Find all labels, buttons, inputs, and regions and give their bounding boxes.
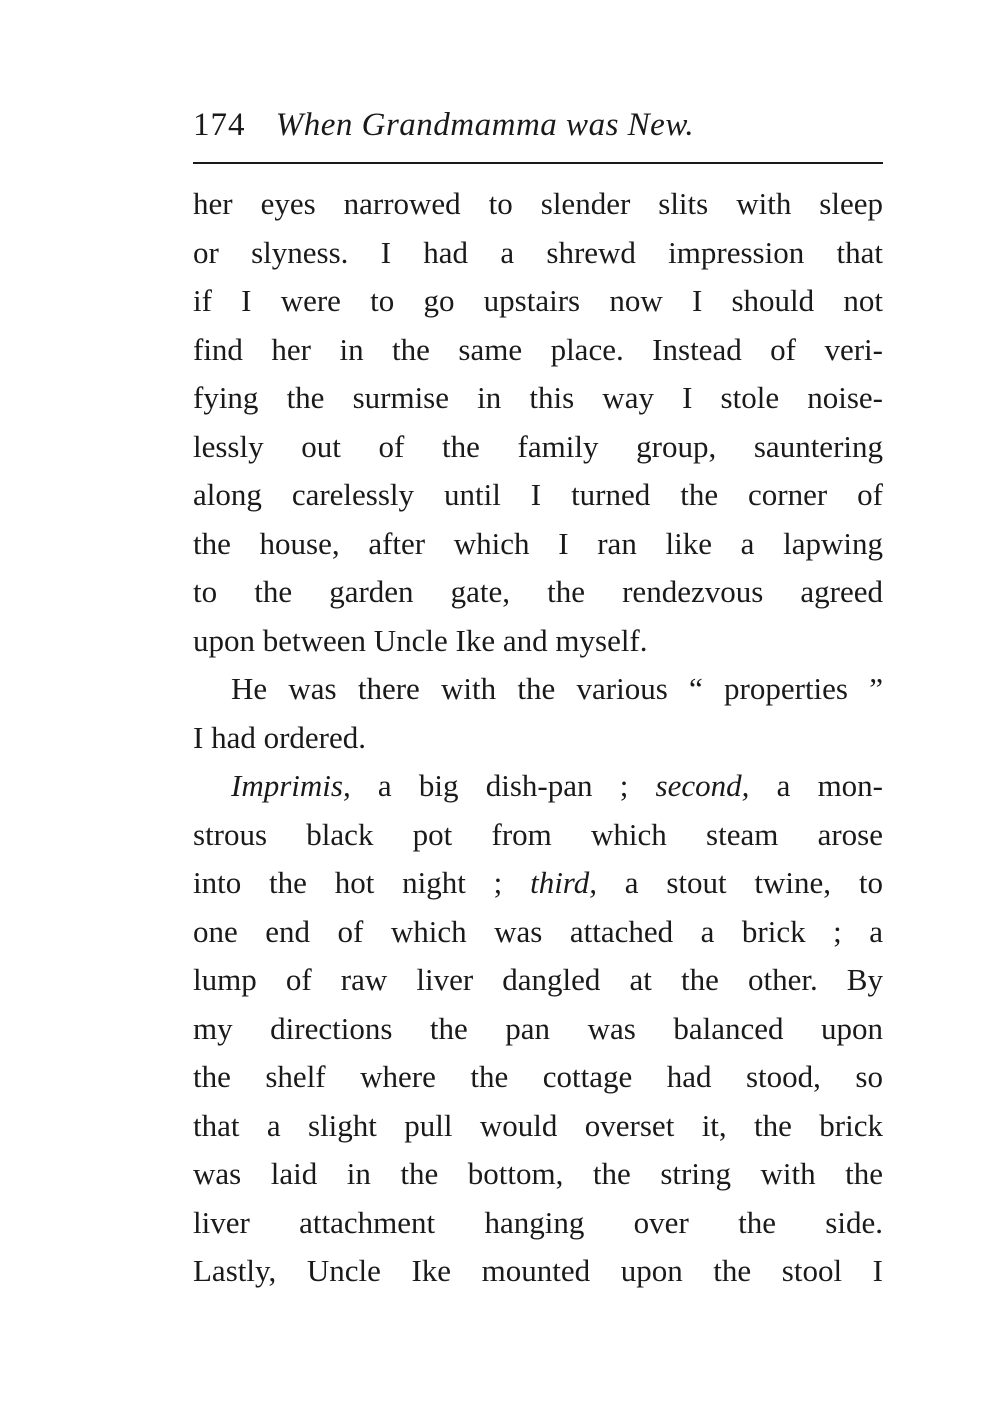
text-line: fying the surmise in this way I stole noise- — [193, 380, 883, 415]
page-number: 174 — [193, 107, 246, 143]
text-line: Lastly, Uncle Ike mounted upon the stool I — [193, 1253, 883, 1288]
italic-word: Imprimis, — [231, 768, 351, 803]
text-line: lessly out of the family group, sauntering — [193, 428, 883, 464]
text-line: strous black pot from which steam arose — [193, 816, 883, 852]
text-line: if I were to go upstairs now I should not — [193, 283, 883, 318]
body-text — [193, 180, 883, 1296]
italic-word: second, — [655, 768, 750, 803]
paragraph — [193, 180, 883, 665]
text-line: that a slight pull would overset it, the brick — [193, 1107, 883, 1143]
text-line: the house, after which I ran like a lapwing — [193, 525, 883, 561]
text-line: my directions the pan was balanced upon — [193, 1010, 883, 1046]
text-line: upon between Uncle Ike and myself. — [193, 622, 648, 658]
text-line: was laid in the bottom, the string with the — [193, 1156, 883, 1191]
text-line: find her in the same place. Instead of veri- — [193, 331, 883, 367]
text-line: He was there with the various “ properties ” — [231, 671, 883, 706]
italic-word: third, — [530, 865, 597, 900]
text-span: a stout twine, to — [596, 865, 883, 900]
running-head — [193, 100, 883, 150]
paragraph — [193, 665, 883, 762]
book-title: When Grandmamma was New. — [275, 107, 695, 143]
paragraph — [193, 762, 883, 1296]
text-line: along carelessly until I turned the corner of — [193, 477, 883, 512]
text-span: a big dish-pan ; — [350, 768, 656, 803]
text-line — [193, 859, 883, 908]
text-line — [193, 762, 883, 811]
text-span: into the hot night ; — [193, 865, 531, 900]
text-line: one end of which was attached a brick ; a — [193, 913, 883, 949]
text-line: I had ordered. — [193, 719, 366, 755]
text-line: liver attachment hanging over the side. — [193, 1204, 883, 1240]
text-line: or slyness. I had a shrewd impression that — [193, 234, 883, 270]
text-line: to the garden gate, the rendezvous agreed — [193, 574, 883, 609]
header-rule — [193, 162, 883, 164]
text-span: a mon- — [749, 768, 883, 803]
text-line: the shelf where the cottage had stood, so — [193, 1059, 883, 1094]
text-line: lump of raw liver dangled at the other. By — [193, 962, 883, 997]
text-line: her eyes narrowed to slender slits with sleep — [193, 186, 883, 221]
